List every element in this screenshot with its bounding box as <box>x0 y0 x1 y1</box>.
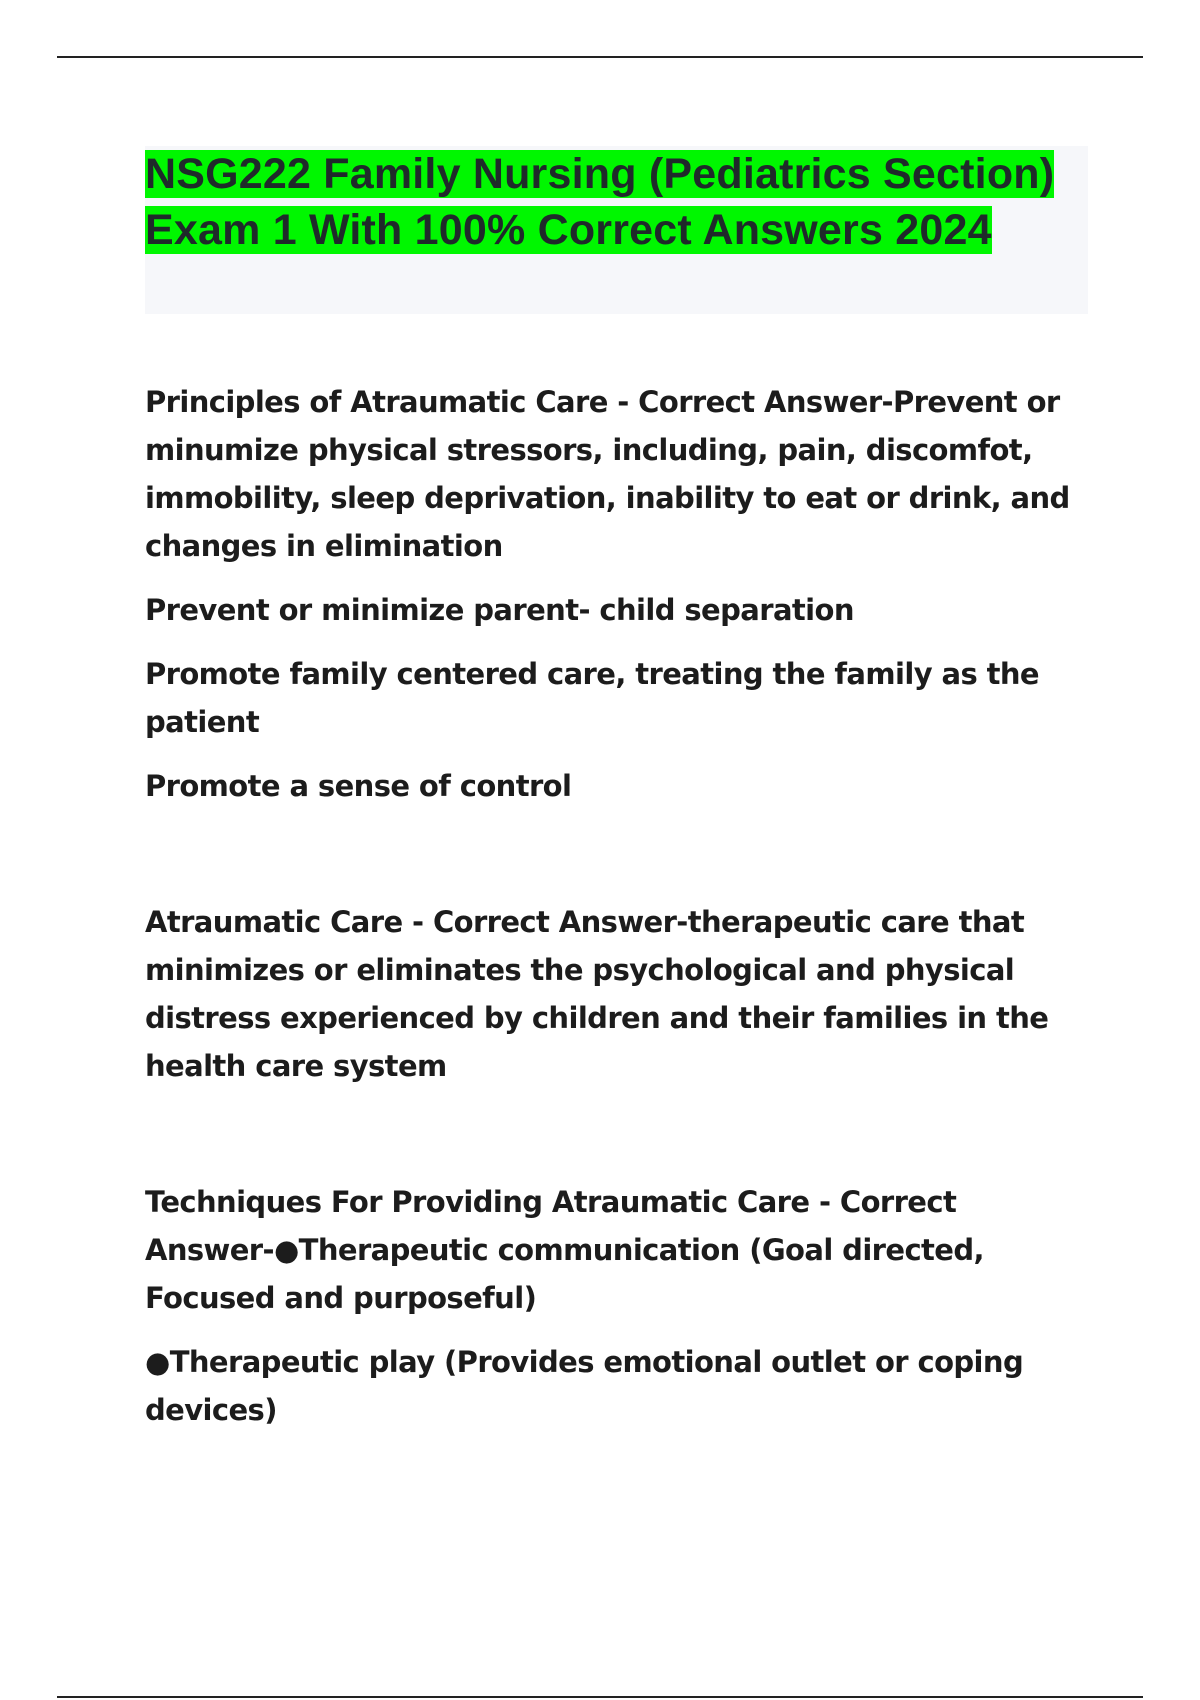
entry-paragraph: Promote a sense of control <box>145 769 572 803</box>
entry-paragraph: Promote family centered care, treating the family as the patient <box>145 657 1040 739</box>
qa-entry-atraumatic-care <box>145 898 1075 1090</box>
document-title <box>145 146 1088 258</box>
entry-paragraph: Techniques For Providing Atraumatic Care - Correct Answer-●Therapeutic communication (Goal directed, Focused and purposeful) <box>145 1185 984 1315</box>
bottom-rule <box>57 1696 1143 1698</box>
top-rule <box>57 56 1143 58</box>
section-gap <box>145 826 1075 898</box>
entry-paragraph: ●Therapeutic play (Provides emotional outlet or coping devices) <box>145 1345 1024 1427</box>
section-gap <box>145 1106 1075 1178</box>
title-block <box>145 146 1088 314</box>
entry-paragraph: Principles of Atraumatic Care - Correct Answer-Prevent or minumize physical stressors, including, pain, discomfot, immobility, sleep deprivation, inability to eat or drink, and changes in elimination <box>145 385 1070 563</box>
document-body <box>145 378 1075 1450</box>
qa-entry-atraumatic-principles <box>145 378 1075 810</box>
entry-paragraph: Prevent or minimize parent- child separation <box>145 593 854 627</box>
title-highlight: NSG222 Family Nursing (Pediatrics Section) Exam 1 With 100% Correct Answers 2024 <box>145 150 1055 254</box>
entry-paragraph: Atraumatic Care - Correct Answer-therapeutic care that minimizes or eliminates the psychological and physical distress experienced by children and their families in the health care system <box>145 905 1049 1083</box>
qa-entry-techniques <box>145 1178 1075 1434</box>
